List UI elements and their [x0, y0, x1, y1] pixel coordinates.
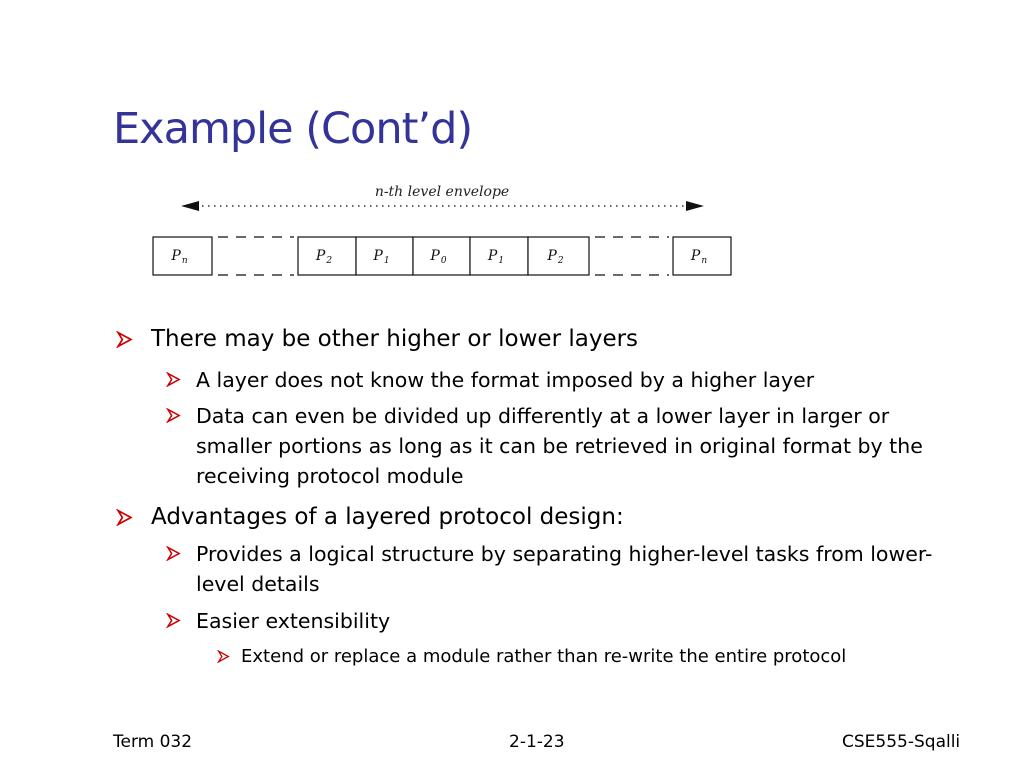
- bullet-text: Provides a logical structure by separating higher-level tasks from lower-level details: [196, 542, 933, 596]
- footer-course: CSE555-Sqalli: [842, 732, 961, 752]
- bullet-item-level-2: [166, 365, 966, 395]
- arrow-bullet-icon: [217, 645, 241, 670]
- bullet-text: Easier extensibility: [196, 609, 391, 633]
- bullet-item-level-2: [166, 539, 966, 599]
- bullet-item-level-3: [217, 645, 977, 670]
- envelope-right-arrowhead: [686, 201, 704, 211]
- arrow-bullet-icon: [166, 401, 196, 431]
- slide-title: Example (Cont’d): [113, 104, 473, 154]
- bullet-item-level-1: [116, 324, 976, 357]
- packet-cell-label: $P_2$: [315, 248, 333, 266]
- bullet-text: A layer does not know the format imposed by a higher layer: [196, 368, 815, 392]
- packet-cell-label: $P_1$: [373, 248, 390, 266]
- packet-cell-label: $P_2$: [547, 248, 564, 266]
- envelope-left-arrowhead: [181, 201, 199, 211]
- envelope-diagram: [0, 0, 1024, 300]
- bullet-item-level-2: [166, 401, 966, 491]
- packet-cell-label: $P_n$: [171, 248, 188, 266]
- arrow-bullet-icon: [166, 365, 196, 395]
- packet-cells: [153, 237, 731, 275]
- arrow-bullet-icon: [166, 606, 196, 636]
- envelope-label: n-th level envelope: [374, 184, 510, 200]
- packet-cell-label: $P_1$: [487, 248, 505, 266]
- bullet-text: Data can even be divided up differently at a lower layer in larger or smaller portions as long as it can be retrieved in original format by the receiving protocol module: [196, 404, 923, 488]
- bullet-text: Extend or replace a module rather than re-write the entire protocol: [241, 646, 847, 667]
- footer-term: Term 032: [113, 732, 193, 752]
- bullet-text: There may be other higher or lower layers: [151, 326, 639, 352]
- bullet-item-level-2: [166, 606, 966, 636]
- bullet-text: Advantages of a layered protocol design:: [151, 504, 624, 530]
- packet-cell-label: $P_0$: [430, 248, 447, 266]
- arrow-bullet-icon: [116, 502, 151, 535]
- arrow-bullet-icon: [116, 324, 151, 357]
- packet-cell-label: $P_n$: [690, 248, 708, 266]
- bullet-item-level-1: [116, 502, 976, 535]
- arrow-bullet-icon: [166, 539, 196, 569]
- footer-page-number: 2-1-23: [509, 732, 565, 752]
